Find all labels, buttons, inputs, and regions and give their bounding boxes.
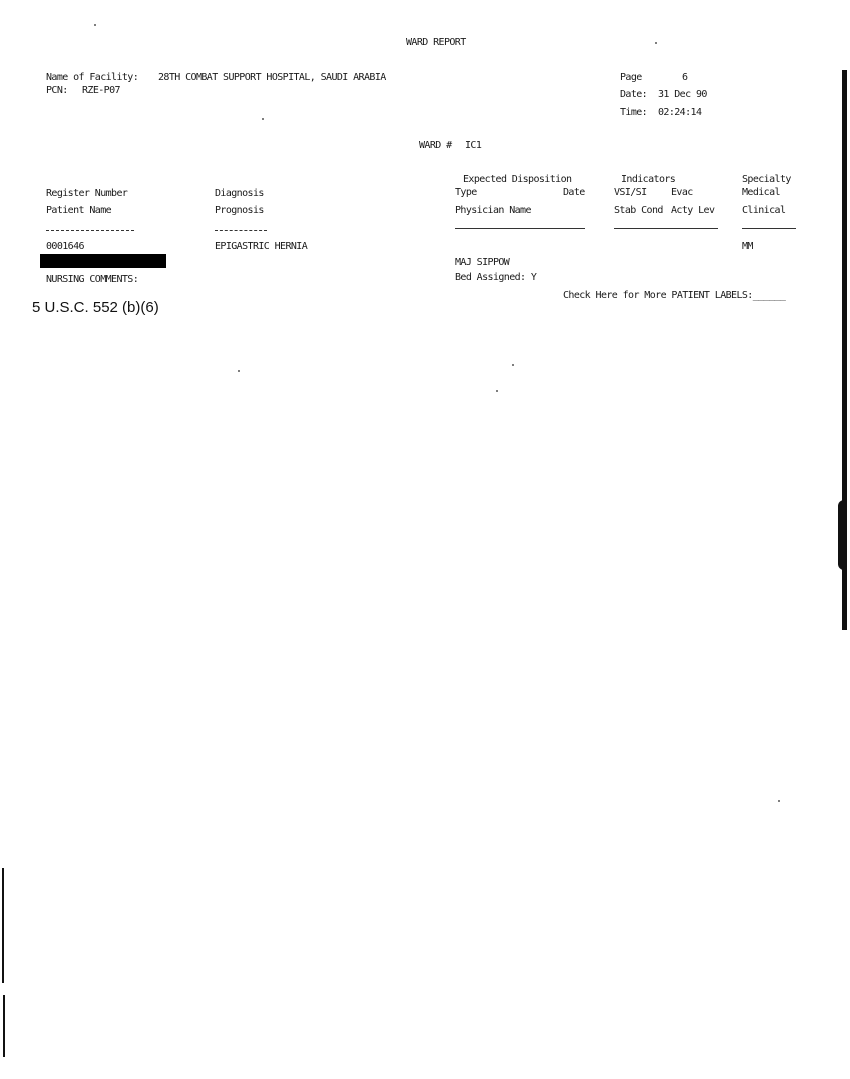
col-date: Date xyxy=(563,187,585,198)
col-prognosis: Prognosis xyxy=(215,205,264,216)
physician-value: MAJ SIPPOW xyxy=(455,257,510,268)
scan-speck xyxy=(512,364,514,366)
col-acty-lev: Acty Lev xyxy=(671,205,715,216)
col-patient-name: Patient Name xyxy=(46,205,112,216)
register-number-value: 0001646 xyxy=(46,241,84,252)
scan-speck xyxy=(655,42,657,44)
left-edge-mark xyxy=(2,868,4,983)
pcn-value: RZE-P07 xyxy=(82,85,120,96)
time-label: Time: xyxy=(620,107,648,118)
pcn-label: PCN: xyxy=(46,85,68,96)
more-labels-prompt: Check Here for More PATIENT LABELS:______ xyxy=(563,290,786,301)
redaction-exemption-note: 5 U.S.C. 552 (b)(6) xyxy=(32,299,159,316)
divider-disposition xyxy=(455,228,585,229)
col-physician-name: Physician Name xyxy=(455,205,531,216)
col-register-number: Register Number xyxy=(46,188,128,199)
time-value: 02:24:14 xyxy=(658,107,702,118)
ward-value: IC1 xyxy=(465,140,482,151)
col-clinical: Clinical xyxy=(742,205,786,216)
date-label: Date: xyxy=(620,89,648,100)
col-type: Type xyxy=(455,187,477,198)
scan-speck xyxy=(262,118,264,120)
page-label: Page xyxy=(620,72,642,83)
patient-name-redaction xyxy=(40,254,166,268)
scan-speck xyxy=(778,800,780,802)
divider-register xyxy=(46,230,134,231)
col-stab-cond: Stab Cond xyxy=(614,205,663,216)
scan-speck xyxy=(496,390,498,392)
report-title: WARD REPORT xyxy=(406,37,466,48)
facility-name-label: Name of Facility: xyxy=(46,72,139,83)
facility-name-value: 28TH COMBAT SUPPORT HOSPITAL, SAUDI ARABIA xyxy=(158,72,386,83)
scan-speck xyxy=(94,24,96,26)
right-edge-tab xyxy=(838,500,844,570)
specialty-code: MM xyxy=(742,241,753,252)
col-medical: Medical xyxy=(742,187,780,198)
left-edge-mark-lower xyxy=(3,995,5,1057)
divider-indicators xyxy=(614,228,718,229)
bed-assigned: Bed Assigned: Y xyxy=(455,272,537,283)
col-diagnosis: Diagnosis xyxy=(215,188,264,199)
nursing-comments-label: NURSING COMMENTS: xyxy=(46,274,139,285)
date-value: 31 Dec 90 xyxy=(658,89,707,100)
scan-speck xyxy=(238,370,240,372)
col-indicators: Indicators xyxy=(621,174,676,185)
col-evac: Evac xyxy=(671,187,693,198)
divider-specialty xyxy=(742,228,796,229)
diagnosis-value: EPIGASTRIC HERNIA xyxy=(215,241,308,252)
ward-label: WARD # xyxy=(419,140,452,151)
col-vsi-si: VSI/SI xyxy=(614,187,647,198)
page-number: 6 xyxy=(682,72,688,83)
col-specialty: Specialty xyxy=(742,174,791,185)
col-expected-disposition: Expected Disposition xyxy=(463,174,572,185)
divider-diagnosis xyxy=(215,230,267,231)
